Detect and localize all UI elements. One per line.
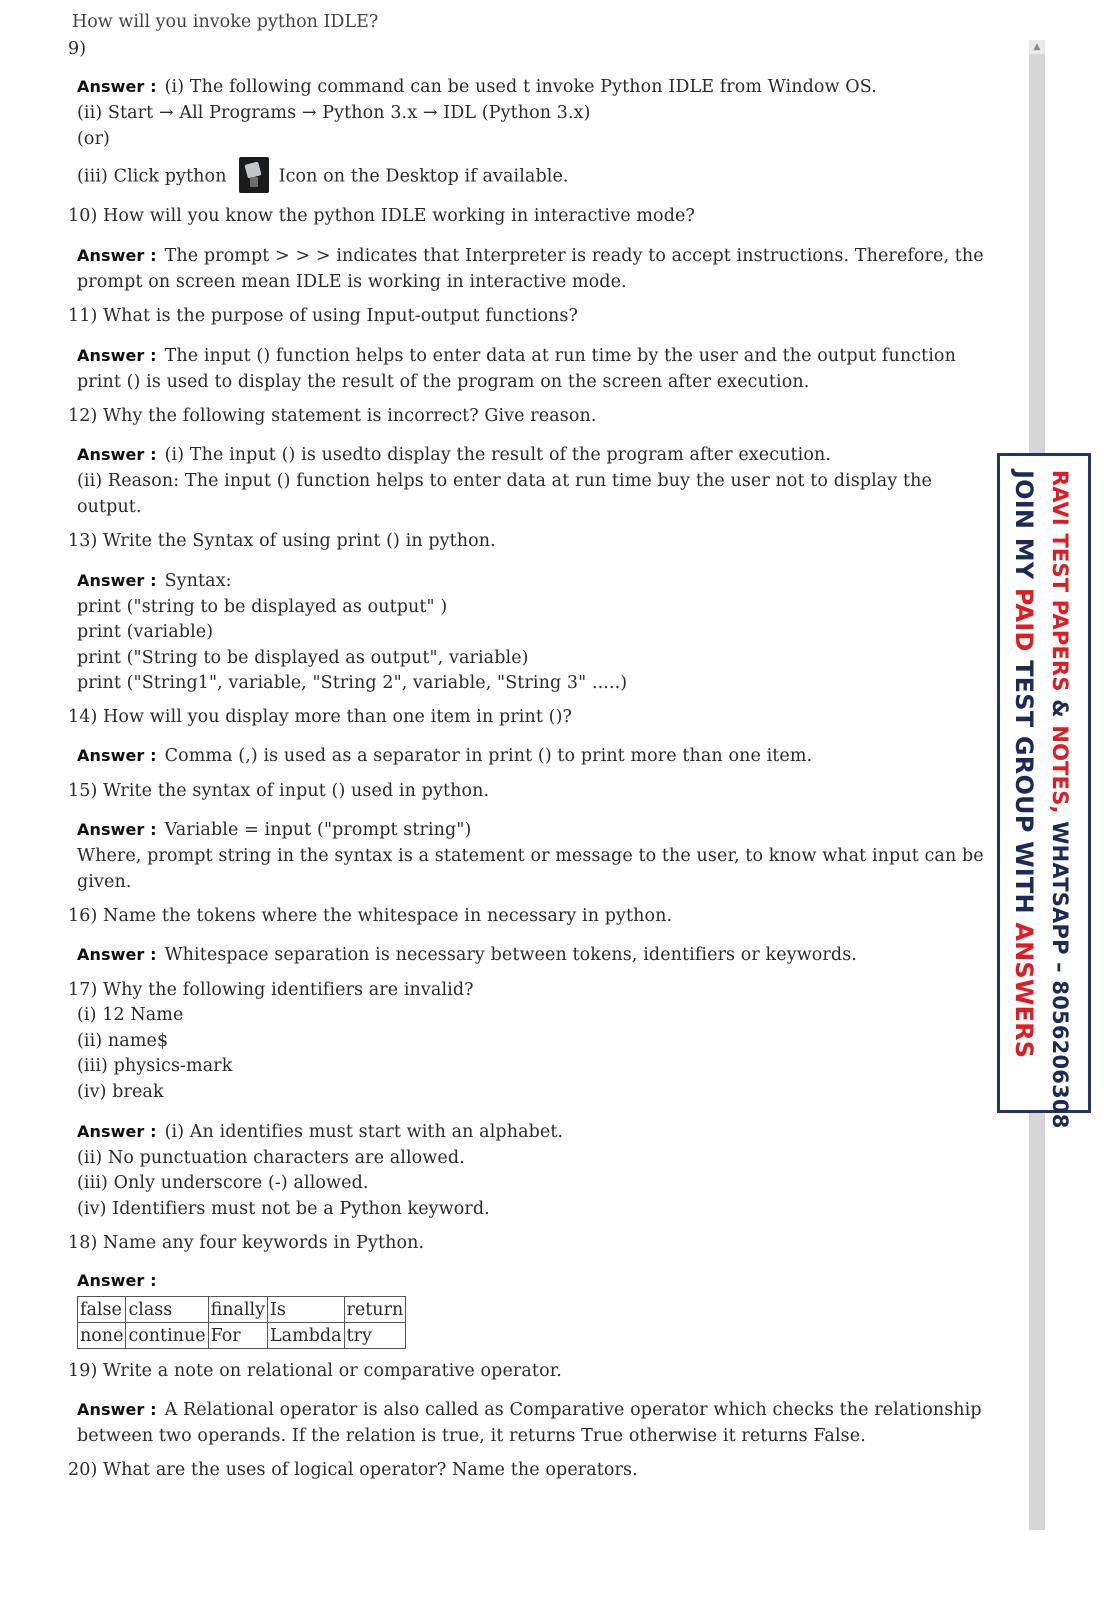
table-cell: Is: [268, 1297, 345, 1323]
answer-13-line-4: print ("String to be displayed as output", variable): [77, 648, 529, 668]
answer-17-line-3: (iii) Only underscore (-) allowed.: [77, 1173, 369, 1193]
question-17-option-4: (iv) break: [77, 1082, 164, 1102]
answer-13-line-1: Answer : Syntax:: [77, 571, 232, 591]
answer-19-line-2: between two operands. If the relation is true, it returns True otherwise it returns False.: [77, 1426, 866, 1446]
answer-10-line-2: prompt on screen mean IDLE is working in interactive mode.: [77, 272, 627, 292]
answer-label: Answer :: [77, 346, 157, 365]
answer-9-line-1: Answer : (i) The following command can be used t invoke Python IDLE from Window OS.: [77, 77, 877, 97]
question-17-option-3: (iii) physics-mark: [77, 1056, 233, 1076]
banner-line-1: RAVI TEST PAPERS & NOTES, WHATSAPP – 8056206308: [1048, 470, 1072, 1129]
table-cell: try: [344, 1323, 406, 1349]
scroll-up-arrow-icon[interactable]: ▲: [1029, 40, 1045, 54]
question-10: 10) How will you know the python IDLE working in interactive mode?: [68, 206, 695, 226]
answer-13-line-3: print (variable): [77, 622, 214, 642]
answer-13-line-2: print ("string to be displayed as output" ): [77, 597, 448, 617]
answer-label: Answer :: [77, 77, 157, 96]
table-cell: For: [208, 1323, 267, 1349]
answer-10-line-1: Answer : The prompt > > > indicates that Interpreter is ready to accept instructions. Therefore, the: [77, 246, 984, 266]
question-13: 13) Write the Syntax of using print () in python.: [68, 531, 496, 551]
answer-11-line-1: Answer : The input () function helps to enter data at run time by the user and the output function: [77, 346, 956, 366]
answer-label: Answer :: [77, 945, 157, 964]
answer-17-line-4: (iv) Identifiers must not be a Python keyword.: [77, 1199, 490, 1219]
answer-18-label-line: [77, 1270, 165, 1292]
answer-17-line-2: (ii) No punctuation characters are allowed.: [77, 1148, 465, 1168]
table-cell: class: [126, 1297, 208, 1323]
question-17: 17) Why the following identifiers are invalid?: [68, 980, 474, 1000]
python-idle-icon: [239, 157, 269, 193]
answer-12-line-3: output.: [77, 497, 142, 517]
answer-label: Answer :: [77, 1400, 157, 1419]
answer-label: Answer :: [77, 820, 157, 839]
answer-19-line-1: Answer : A Relational operator is also called as Comparative operator which checks the relationship: [77, 1400, 982, 1420]
table-row: [78, 1323, 406, 1349]
question-20: 20) What are the uses of logical operator? Name the operators.: [68, 1460, 638, 1480]
answer-14-line-1: Answer : Comma (,) is used as a separator in print () to print more than one item.: [77, 746, 813, 766]
promo-banner: [997, 453, 1091, 1129]
table-cell: none: [78, 1323, 126, 1349]
question-11: 11) What is the purpose of using Input-output functions?: [68, 306, 578, 326]
table-row: [78, 1297, 406, 1323]
table-cell: Lambda: [268, 1323, 345, 1349]
answer-label: Answer :: [77, 1271, 157, 1290]
answer-9-line-3: (or): [77, 129, 110, 149]
question-18: 18) Name any four keywords in Python.: [68, 1233, 425, 1253]
question-17-option-2: (ii) name$: [77, 1031, 169, 1051]
question-14: 14) How will you display more than one item in print ()?: [68, 707, 572, 727]
question-16: 16) Name the tokens where the whitespace in necessary in python.: [68, 906, 673, 926]
keywords-table: [77, 1296, 406, 1349]
answer-15-line-2: Where, prompt string in the syntax is a statement or message to the user, to know what input can be: [77, 846, 984, 866]
banner-line-2: JOIN MY PAID TEST GROUP WITH ANSWERS: [1010, 470, 1038, 1059]
answer-12-line-1: Answer : (i) The input () is usedto display the result of the program after execution.: [77, 445, 831, 465]
answer-9-line-4: (iii) Click python Icon on the Desktop if available.: [77, 159, 569, 195]
table-cell: finally: [208, 1297, 267, 1323]
table-cell: continue: [126, 1323, 208, 1349]
answer-label: Answer :: [77, 1122, 157, 1141]
table-cell: false: [78, 1297, 126, 1323]
answer-15-line-1: Answer : Variable = input ("prompt string"): [77, 820, 472, 840]
answer-13-line-5: print ("String1", variable, "String 2", variable, "String 3" .....): [77, 673, 628, 693]
cut-off-question-text: How will you invoke python IDLE?: [72, 12, 379, 32]
answer-label: Answer :: [77, 246, 157, 265]
answer-17-line-1: Answer : (i) An identifies must start with an alphabet.: [77, 1122, 564, 1142]
answer-label: Answer :: [77, 571, 157, 590]
answer-16-line-1: Answer : Whitespace separation is necessary between tokens, identifiers or keywords.: [77, 945, 857, 965]
question-15: 15) Write the syntax of input () used in python.: [68, 781, 490, 801]
table-cell: return: [344, 1297, 406, 1323]
answer-15-line-3: given.: [77, 872, 132, 892]
question-12: 12) Why the following statement is incorrect? Give reason.: [68, 406, 597, 426]
answer-11-line-2: print () is used to display the result of the program on the screen after execution.: [77, 372, 810, 392]
answer-9-line-2: (ii) Start → All Programs → Python 3.x → IDL (Python 3.x): [77, 103, 591, 123]
answer-label: Answer :: [77, 445, 157, 464]
question-9-number: 9): [68, 39, 87, 59]
question-19: 19) Write a note on relational or comparative operator.: [68, 1361, 562, 1381]
question-17-option-1: (i) 12 Name: [77, 1005, 184, 1025]
answer-label: Answer :: [77, 746, 157, 765]
answer-12-line-2: (ii) Reason: The input () function helps to enter data at run time buy the user not to display the: [77, 471, 932, 491]
